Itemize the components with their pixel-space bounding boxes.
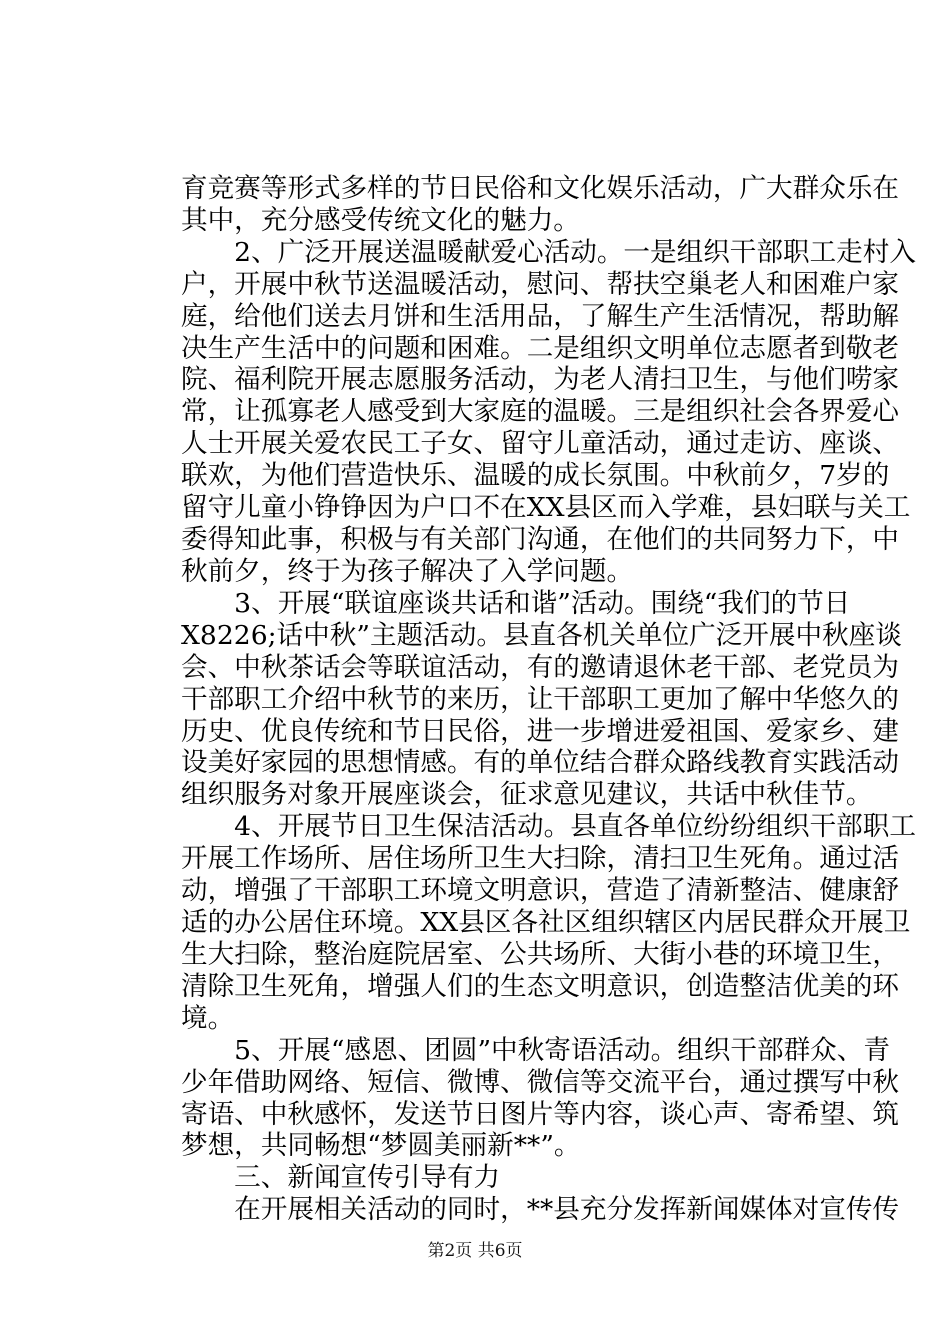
text-line: 留守儿童小铮铮因为户口不在XX县区而入学难，县妇联与关工	[181, 492, 911, 524]
text-line: 4、开展节日卫生保洁活动。县直各单位纷纷组织干部职工	[181, 811, 916, 843]
text-line: 在开展相关活动的同时，**县充分发挥新闻媒体对宣传传	[181, 1194, 900, 1226]
text-line: 人士开展关爱农民工子女、留守儿童活动，通过走访、座谈、	[181, 428, 900, 460]
text-line: 委得知此事，积极与有关部门沟通，在他们的共同努力下，中	[181, 524, 900, 556]
text-line: 历史、优良传统和节日民俗，进一步增进爱祖国、爱家乡、建	[181, 715, 900, 747]
text-line: 适的办公居住环境。XX县区各社区组织辖区内居民群众开展卫	[181, 907, 911, 939]
text-line: 开展工作场所、居住场所卫生大扫除，清扫卫生死角。通过活	[181, 843, 900, 875]
text-line: 生大扫除，整治庭院居室、公共场所、大街小巷的环境卫生，	[181, 938, 900, 970]
text-line: 常，让孤寡老人感受到大家庭的温暖。三是组织社会各界爱心	[181, 396, 900, 428]
text-line: 育竞赛等形式多样的节日民俗和文化娱乐活动，广大群众乐在	[181, 173, 900, 204]
text-line: 会、中秋茶话会等联谊活动，有的邀请退休老干部、老党员为	[181, 651, 900, 683]
text-line: 少年借助网络、短信、微博、微信等交流平台，通过撰写中秋	[181, 1066, 900, 1098]
text-line: 组织服务对象开展座谈会，征求意见建议，共话中秋佳节。	[181, 779, 873, 811]
text-line: 5、开展“感恩、团圆”中秋寄语活动。组织干部群众、青	[181, 1034, 890, 1066]
text-line: 秋前夕，终于为孩子解决了入学问题。	[181, 555, 634, 587]
text-line: 动，增强了干部职工环境文明意识，营造了清新整洁、健康舒	[181, 875, 900, 907]
text-line: 梦想，共同畅想“梦圆美丽新**”。	[181, 1130, 581, 1162]
section-heading: 三、新闻宣传引导有力	[181, 1162, 501, 1194]
text-line: 决生产生活中的问题和困难。二是组织文明单位志愿者到敬老	[181, 332, 900, 364]
text-line: 户，开展中秋节送温暖活动，慰问、帮扶空巢老人和困难户家	[181, 268, 900, 300]
text-line: 院、福利院开展志愿服务活动，为老人清扫卫生，与他们唠家	[181, 364, 900, 396]
text-line: 设美好家园的思想情感。有的单位结合群众路线教育实践活动	[181, 747, 900, 779]
text-line: 庭，给他们送去月饼和生活用品，了解生产生活情况，帮助解	[181, 300, 900, 332]
text-line: 其中，充分感受传统文化的魅力。	[181, 204, 580, 236]
text-line: 清除卫生死角，增强人们的生态文明意识，创造整洁优美的环	[181, 970, 900, 1002]
text-line: 境。	[181, 1002, 235, 1034]
text-line: 2、广泛开展送温暖献爱心活动。一是组织干部职工走村入	[181, 236, 916, 268]
text-line: 干部职工介绍中秋节的来历，让干部职工更加了解中华悠久的	[181, 683, 900, 715]
page-footer: 第2页 共6页	[427, 1241, 523, 1261]
text-line: 3、开展“联谊座谈共话和谐”活动。围绕“我们的节日	[181, 587, 851, 619]
text-line: 寄语、中秋感怀，发送节日图片等内容，谈心声、寄希望、筑	[181, 1098, 900, 1130]
text-line: X8226;话中秋”主题活动。县直各机关单位广泛开展中秋座谈	[181, 619, 902, 651]
text-line: 联欢，为他们营造快乐、温暖的成长氛围。中秋前夕，7岁的	[181, 460, 890, 492]
